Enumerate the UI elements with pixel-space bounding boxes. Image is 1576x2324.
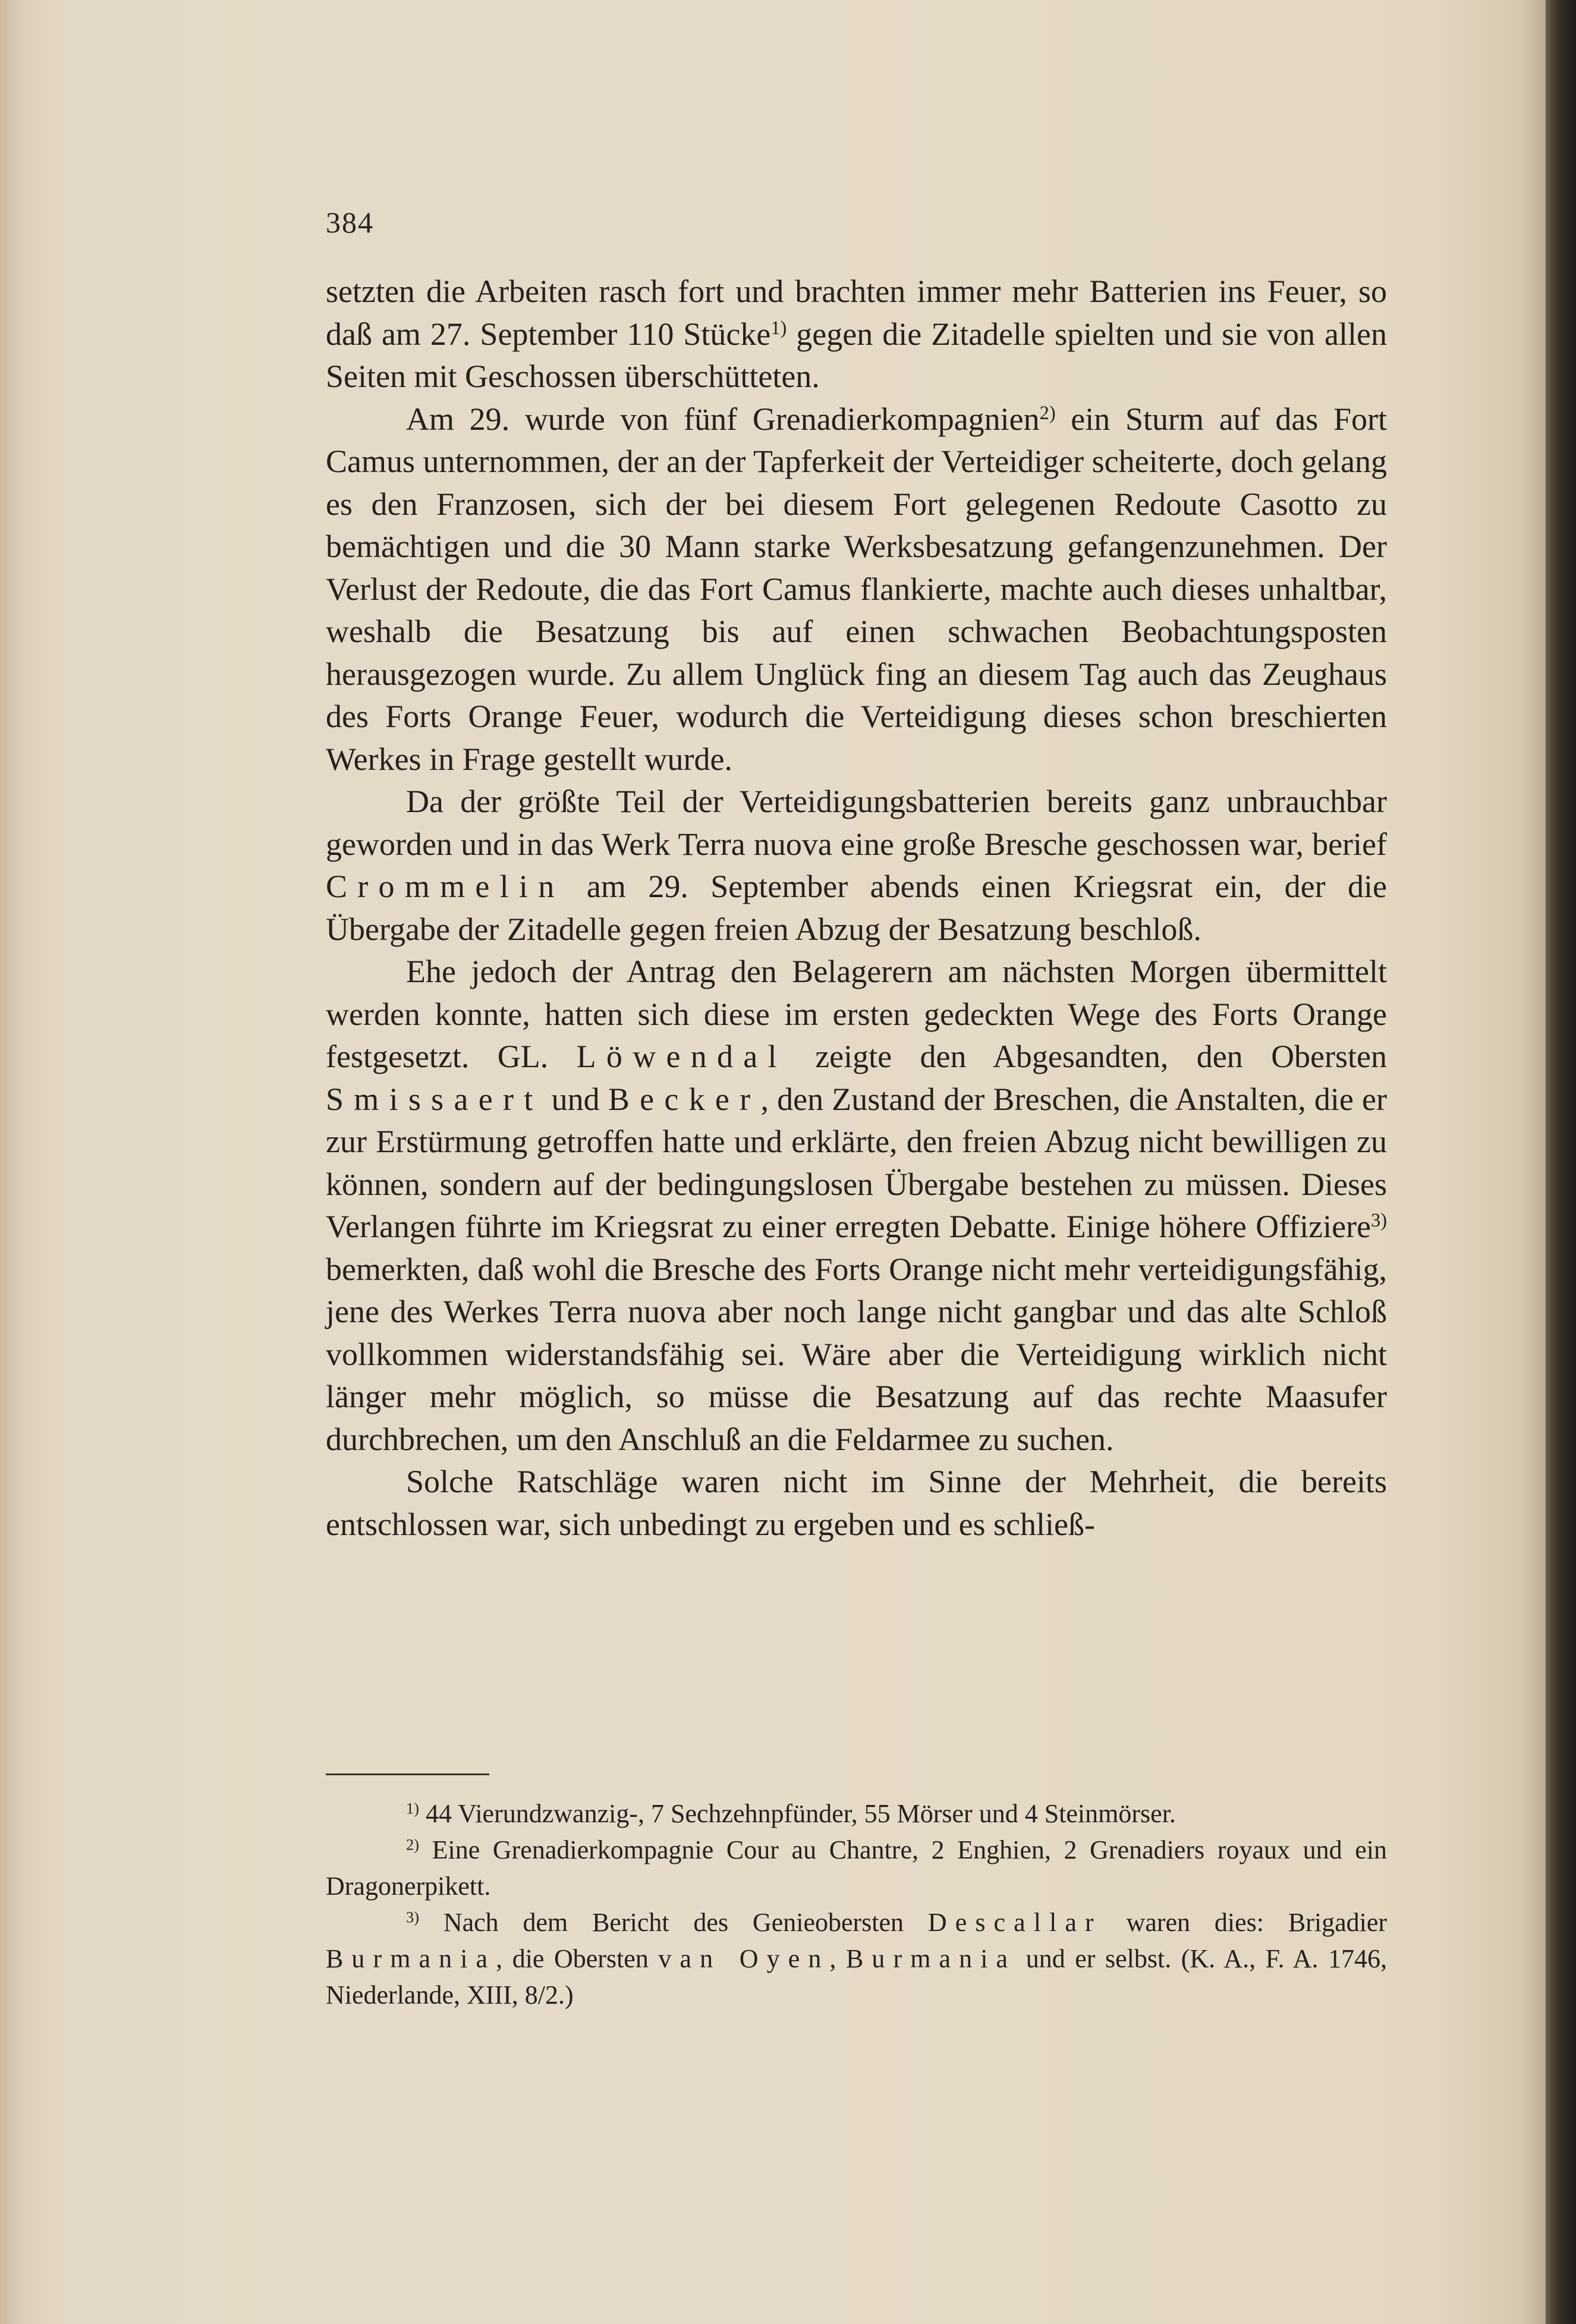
footnote-text: , (829, 1944, 846, 1973)
text-run: Solche Ratschläge waren nicht im Sinne der Mehrheit, die bereits entschlossen war, sich unbedingt zu ergeben und es schließ- (326, 1464, 1387, 1542)
spaced-name: Crommelin (326, 869, 565, 904)
paragraph (326, 951, 1387, 1461)
spaced-name: Burmania (326, 1944, 496, 1973)
paragraph (326, 1461, 1387, 1546)
footnote-mark: 2) (406, 1835, 419, 1854)
text-run: Da der größte Teil der Verteidigungsbatterien bereits ganz unbrauchbar geworden und in das Werk Terra nuova eine große Bresche geschossen war, berief (326, 784, 1387, 862)
spaced-name: Smissaert (326, 1081, 543, 1117)
footnote-mark: 3) (406, 1908, 419, 1926)
footnote-text: und er selbst. (K. A., F. A. 1746, Niederlande, XIII, 8/2.) (326, 1944, 1388, 2009)
text-run: , den Zustand der Breschen, die Anstalten, die er zur Erstürmung getroffen hatte und erklärte, den freien Abzug nicht bewilligen zu können, sondern auf der bedingungslosen Übergabe bestehen zu müssen. Dieses Verlangen führte im Kriegsrat zu einer erregten Debatte. Einige höhere Offiziere (326, 1081, 1387, 1244)
footnote (326, 1904, 1387, 2013)
footnote-text: Nach dem Bericht des Genieobersten (419, 1908, 928, 1937)
footnote-text: , die Obersten (496, 1944, 659, 1973)
text-run: gegen die Zitadelle spielten und sie von allen Seiten mit Geschossen überschütteten. (326, 316, 1387, 394)
text-run: Am 29. wurde von fünf Grenadierkompagnien (406, 401, 1040, 437)
footnotes (326, 1795, 1387, 2013)
paragraph (326, 781, 1387, 951)
spaced-name: Becker (608, 1081, 761, 1117)
footnote-text: Eine Grenadierkompagnie Cour au Chantre, 2 Enghien, 2 Grenadiers royaux und ein Dragonerpikett. (326, 1835, 1387, 1901)
text-run: am 29. September abends einen Kriegsrat ein, der die Übergabe der Zitadelle gegen freien Abzug der Besatzung beschloß. (326, 869, 1387, 947)
spaced-name: Burmania (845, 1944, 1017, 1973)
footnote-ref: 3) (1371, 1210, 1387, 1232)
footnote-ref: 1) (770, 317, 787, 339)
footnote (326, 1832, 1387, 1904)
text-run: ein Sturm auf das Fort Camus unternommen, der an der Tapferkeit der Verteidiger scheiterte, doch gelang es den Franzosen, sich der bei diesem Fort gelegenen Redoute Casotto zu bemächtigen und die 30 Mann starke Werksbesatzung gefangenzunehmen. Der Verlust der Redoute, die das Fort Camus flankierte, machte auch dieses unhaltbar, weshalb die Besatzung bis auf einen schwachen Beobachtungsposten herausgezogen wurde. Zu allem Unglück fing an diesem Tag auch das Zeughaus des Forts Orange Feuer, wodurch die Verteidigung dieses schon breschierten Werkes in Frage gestellt wurde. (326, 401, 1387, 777)
footnote-ref: 2) (1039, 402, 1056, 424)
spaced-name: Löwendal (576, 1039, 787, 1074)
footnote-text: waren dies: Brigadier (1102, 1908, 1387, 1937)
text-run: setzten die Arbeiten rasch fort und brachten immer mehr Batterien ins Feuer, so daß am 27. September 110 Stücke (326, 273, 1387, 352)
paragraph (326, 271, 1387, 398)
text-run: Ehe jedoch der Antrag den Belagerern am nächsten Morgen übermittelt werden konnte, hatten sich diese im ersten gedeckten Wege des Forts Orange festgesetzt. GL. (326, 954, 1387, 1074)
text-run: bemerkten, daß wohl die Bresche des Forts Orange nicht mehr verteidigungsfähig, jene des Werkes Terra nuova aber noch lange nicht gangbar und das alte Schloß vollkommen widerstandsfähig sei. Wäre aber die Verteidigung wirklich nicht länger mehr möglich, so müsse die Besatzung auf das rechte Maasufer durchbrechen, um den Anschluß an die Feldarmee zu suchen. (326, 1251, 1387, 1457)
footnote-divider (326, 1773, 489, 1775)
text-run: zeigte den Abgesandten, den Obersten (787, 1039, 1387, 1074)
footnote (326, 1795, 1387, 1832)
spaced-name: van Oyen (658, 1944, 830, 1973)
paragraph (326, 398, 1387, 781)
page-number: 384 (326, 206, 374, 239)
book-spine-shadow (1546, 0, 1576, 2324)
footnote-text: 44 Vierundzwanzig-, 7 Sechzehnpfünder, 55 Mörser und 4 Steinmörser. (419, 1799, 1176, 1828)
spaced-name: Descallar (927, 1908, 1102, 1937)
footnote-mark: 1) (406, 1799, 419, 1817)
main-text (326, 271, 1387, 1546)
text-run: und (543, 1081, 608, 1117)
